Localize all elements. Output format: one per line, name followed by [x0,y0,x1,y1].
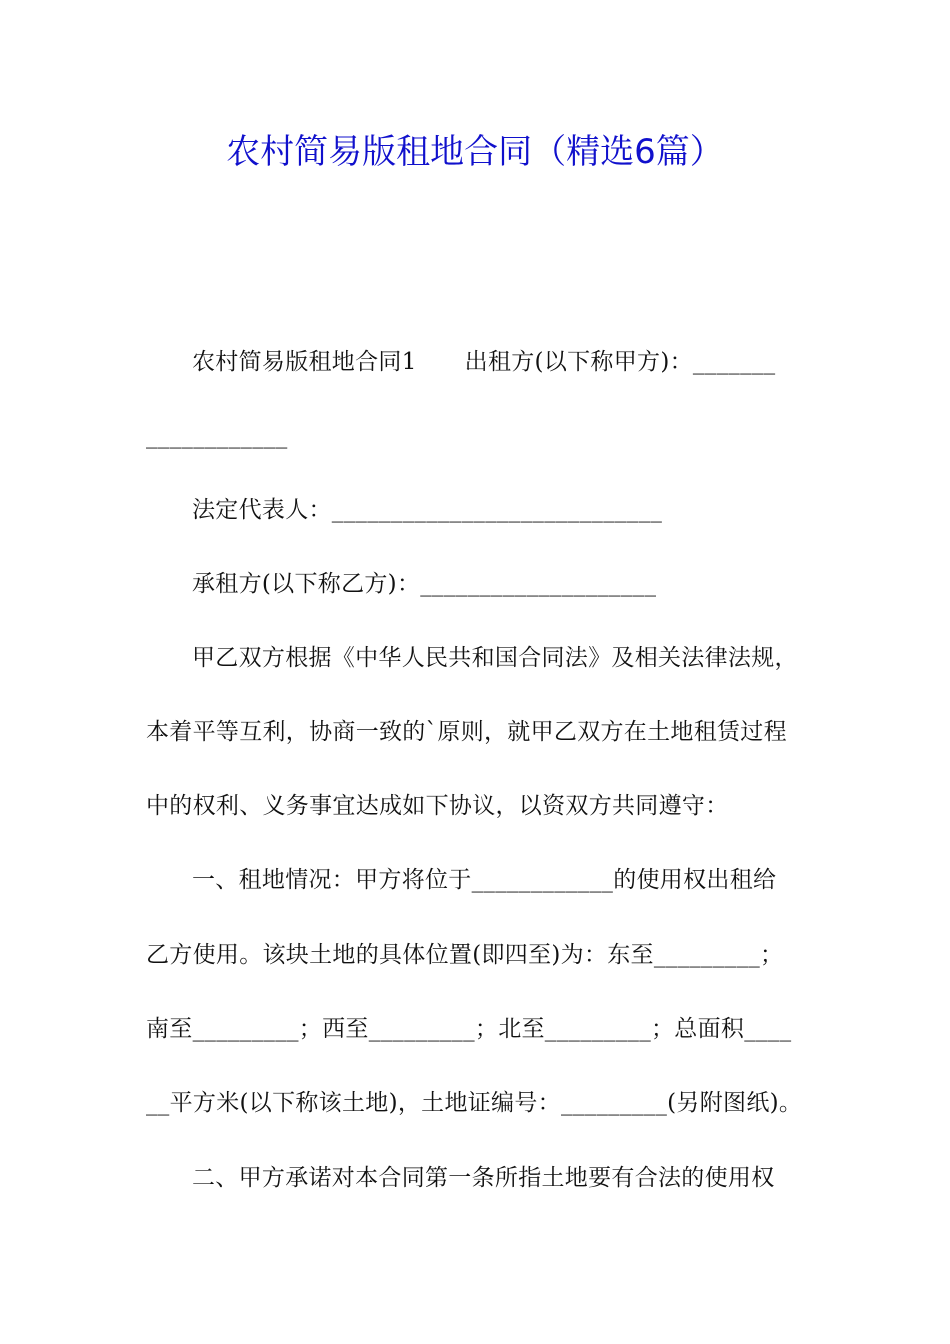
clause-1-line-3: 南至_________；西至_________；北至_________；总面积____ [146,1016,792,1042]
document-title: 农村简易版租地合同（精选6篇） [226,132,724,172]
clause-1-line-1: 一、租地情况：甲方将位于____________的使用权出租给 [192,867,777,893]
contract-1-heading-line [192,344,776,380]
preamble-line-2: 本着平等互利，协商一致的`原则，就甲乙双方在土地租赁过程 [146,719,787,745]
clause-2-line-1: 二、甲方承诺对本合同第一条所指土地要有合法的使用权 [192,1165,775,1191]
preamble-line-3: 中的权利、义务事宜达成如下协议，以资双方共同遵守： [146,793,729,819]
lessor-field: 出租方(以下称甲方)：_______ [464,349,776,375]
lessee-field: 承租方(以下称乙方)：____________________ [192,571,657,597]
clause-1-line-2: 乙方使用。该块土地的具体位置(即四至)为：东至_________； [146,942,784,968]
contract-1-heading: 农村简易版租地合同1 [192,349,417,375]
legal-representative-field: 法定代表人：____________________________ [192,497,663,523]
clause-1-line-4: __平方米(以下称该土地)，土地证编号：_________(另附图纸)。 [146,1090,803,1116]
lessor-field-continuation: ____________ [146,423,288,449]
preamble-line-1: 甲乙双方根据《中华人民共和国合同法》及相关法律法规， [192,645,798,671]
